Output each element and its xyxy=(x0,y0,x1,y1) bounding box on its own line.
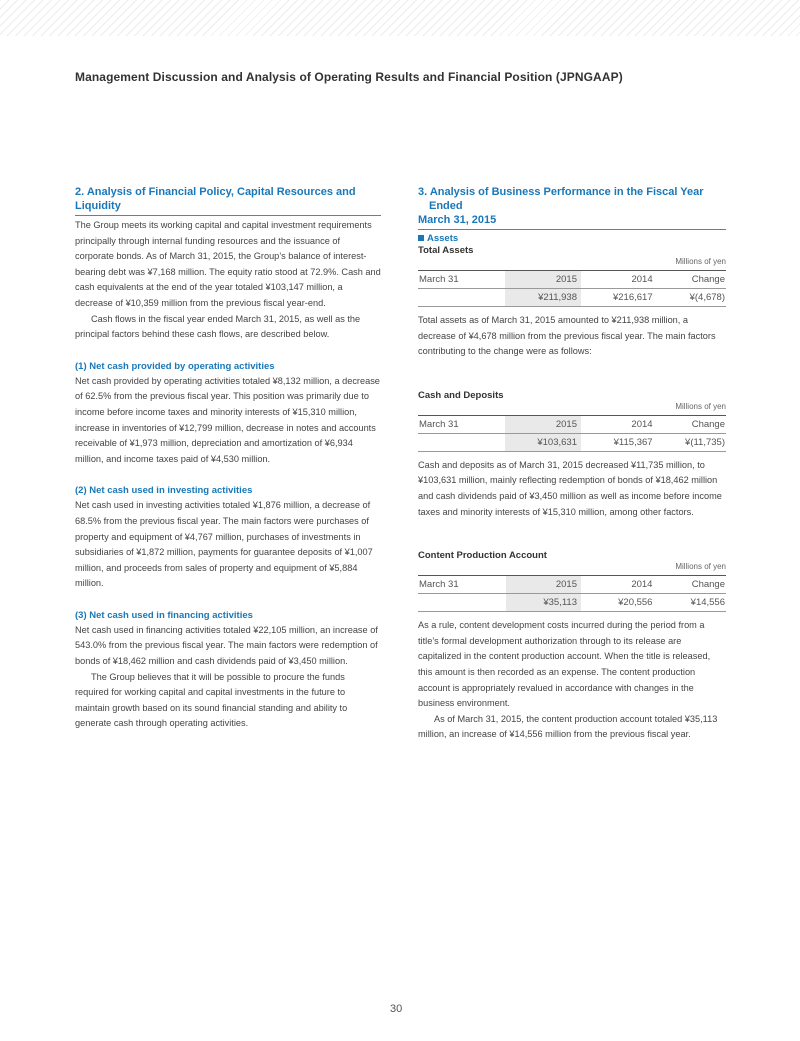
table-header-row xyxy=(418,576,726,594)
financing-activities-text: Net cash used in financing activities totaled ¥22,105 million, an increase of 543.0% from the previous fiscal year. The main factors were redemption of bonds of ¥18,462 million and cash dividends paid of ¥3,450 million. xyxy=(75,624,378,667)
table-header-cell: 2015 xyxy=(505,415,581,433)
content-production-block xyxy=(418,550,726,743)
cash-deposits-table xyxy=(418,415,726,452)
table-row xyxy=(418,594,726,612)
total-assets-units: Millions of yen xyxy=(675,257,726,266)
table-cell xyxy=(418,433,505,451)
table-cell: ¥35,113 xyxy=(506,594,581,612)
funding-outlook-text: The Group believes that it will be possible to procure the funds required for working capital and capital investments in the future to maintain growth based on its sound financial standing and ability to generate cash through operating activities. xyxy=(75,671,348,729)
table-header-cell: 2015 xyxy=(506,576,581,594)
cash-deposits-text: Cash and deposits as of March 31, 2015 decreased ¥11,735 million, to ¥103,631 million, mainly reflecting redemption of bonds of ¥18,462 million and cash dividends paid of ¥3,450 million as well as income before income taxes and minority interests of ¥15,310 million, among other factors. xyxy=(418,459,722,517)
table-header-row xyxy=(418,415,726,433)
section3-rule xyxy=(418,229,726,230)
table-cell xyxy=(418,594,506,612)
table-header-row xyxy=(418,271,726,289)
table-header-cell: 2015 xyxy=(505,271,581,289)
section2-heading xyxy=(75,185,381,213)
table-header-cell: Change xyxy=(653,576,726,594)
page-title: Management Discussion and Analysis of Operating Results and Financial Position (JPNGAAP) xyxy=(75,70,623,84)
content-production-units: Millions of yen xyxy=(675,562,726,572)
table-header-cell: 2014 xyxy=(581,271,654,289)
section2-rule xyxy=(75,215,381,216)
content-production-text-2: As of March 31, 2015, the content production account totaled ¥35,113 million, an increase of ¥14,556 million from the previous fiscal year. xyxy=(418,713,718,740)
square-bullet-icon xyxy=(418,235,424,241)
total-assets-block xyxy=(418,245,726,360)
section3-heading-line1: 3. Analysis of Business Performance in the Fiscal Year Ended xyxy=(418,186,704,212)
section2-paragraph-1: The Group meets its working capital and capital investment requirements principally through internal funding resources and the issuance of corporate bonds. As of March 31, 2015, the Group’s balance of interest-bearing debt was ¥7,168 million. The equity ratio stood at 72.9%. Cash and cash equivalents at the end of the year totaled ¥103,147 million, a decrease of ¥10,359 million from the previous fiscal year-end. xyxy=(75,220,381,308)
table-cell: ¥103,631 xyxy=(505,433,581,451)
table-row xyxy=(418,433,726,451)
left-column xyxy=(75,185,381,732)
assets-label xyxy=(418,232,726,245)
page-number: 30 xyxy=(390,1003,403,1015)
header-pattern xyxy=(0,0,800,36)
cash-deposits-block xyxy=(418,390,726,520)
table-header-cell: March 31 xyxy=(418,576,506,594)
section2-paragraph-2: Cash flows in the fiscal year ended March 31, 2015, as well as the principal factors behind these cash flows, are described below. xyxy=(75,313,361,340)
table-cell: ¥216,617 xyxy=(581,289,654,307)
table-row xyxy=(418,289,726,307)
investing-activities-text: Net cash used in investing activities totaled ¥1,876 million, a decrease of 68.5% from the previous fiscal year. The main factors were purchases of property and equipment of ¥4,767 million, purchases of investments in subsidiaries of ¥1,872 million, payments for guarantee deposits of ¥1,007 million, and proceeds from sales of property and equipment of ¥5,884 million. xyxy=(75,500,373,589)
section3-heading-line2: March 31, 2015 xyxy=(418,214,497,226)
cash-deposits-title: Cash and Deposits xyxy=(418,389,504,401)
section2-heading-line1: 2. Analysis of Financial Policy, Capital Resources and xyxy=(75,186,356,198)
operating-activities-heading: (1) Net cash provided by operating activities xyxy=(75,360,275,372)
financing-activities-heading: (3) Net cash used in financing activities xyxy=(75,609,253,621)
table-header-cell: March 31 xyxy=(418,271,505,289)
section3-heading xyxy=(418,185,726,227)
operating-activities-text: Net cash provided by operating activities totaled ¥8,132 million, a decrease of 62.5% from the previous fiscal year. This position was primarily due to income before income taxes and minority interests of ¥15,310 million, increase in inventories of ¥12,799 million, decrease in notes and accounts receivable of ¥1,973 million, depreciation and amortization of ¥6,934 million, and income taxes paid of ¥4,530 million. xyxy=(75,375,380,464)
content-production-table xyxy=(418,575,726,612)
table-cell: ¥20,556 xyxy=(581,594,653,612)
total-assets-text: Total assets as of March 31, 2015 amounted to ¥211,938 million, a decrease of ¥4,678 million from the previous fiscal year. The main factors contributing to the change were as follows: xyxy=(418,315,716,357)
table-cell: ¥(4,678) xyxy=(654,289,726,307)
table-cell xyxy=(418,289,505,307)
section2-heading-line2: Liquidity xyxy=(75,200,121,212)
table-header-cell: 2014 xyxy=(581,415,654,433)
table-cell: ¥115,367 xyxy=(581,433,654,451)
table-header-cell: 2014 xyxy=(581,576,653,594)
table-cell: ¥211,938 xyxy=(505,289,581,307)
assets-label-text: Assets xyxy=(427,233,459,244)
table-header-cell: Change xyxy=(654,415,726,433)
content-production-title: Content Production Account xyxy=(418,550,547,562)
total-assets-table xyxy=(418,270,726,307)
investing-activities-heading: (2) Net cash used in investing activities xyxy=(75,485,253,497)
table-cell: ¥14,556 xyxy=(653,594,726,612)
table-header-cell: Change xyxy=(654,271,726,289)
cash-deposits-units: Millions of yen xyxy=(675,401,726,411)
table-header-cell: March 31 xyxy=(418,415,505,433)
right-column xyxy=(418,185,726,743)
total-assets-title: Total Assets xyxy=(418,245,474,256)
table-cell: ¥(11,735) xyxy=(654,433,726,451)
content-production-text: As a rule, content development costs incurred during the period from a title’s formal development authorization through to its release are capitalized in the content production account. When the title is released, this amount is then recorded as an expense. The content production account is appropriately revalued in accordance with changes in the business environment. xyxy=(418,620,711,709)
